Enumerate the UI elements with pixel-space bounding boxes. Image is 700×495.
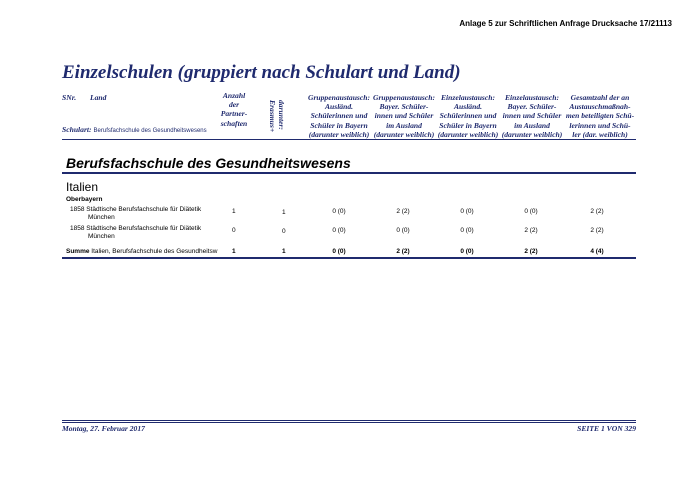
cell-group-in: 0 (0)	[332, 227, 346, 234]
table-row-school: 1858 Städtische Berufsfachschule für Diätetik München	[70, 225, 202, 240]
cell-erasmus: 1	[282, 209, 286, 216]
region-heading: Oberbayern	[66, 196, 103, 203]
footer-divider	[62, 420, 636, 421]
header-anzahl: Anzahl der Partner- schaften	[220, 91, 248, 128]
header-col-single-in: Einzelaustausch: Ausländ. Schülerinnen und Schüler in Bayern (darunter weiblich)	[437, 93, 499, 139]
cell-group-out: 0 (0)	[396, 227, 410, 234]
cell-total: 2 (2)	[590, 208, 604, 215]
summe-label: Summe Italien, Berufsfachschule des Gesundheitsw	[66, 248, 218, 255]
page-title: Einzelschulen (gruppiert nach Schulart und Land)	[62, 62, 461, 83]
document-reference: Anlage 5 zur Schriftlichen Anfrage Drucksache 17/21113	[459, 19, 672, 28]
country-heading: Italien	[66, 180, 99, 194]
cell-single-out: 2 (2)	[524, 227, 538, 234]
cell-erasmus: 0	[282, 228, 286, 235]
summe-erasmus: 1	[282, 248, 286, 255]
summe-group-in: 0 (0)	[332, 248, 346, 255]
header-snr: SNr.	[62, 93, 77, 102]
cell-single-in: 0 (0)	[460, 227, 474, 234]
cell-total: 2 (2)	[590, 227, 604, 234]
cell-single-in: 0 (0)	[460, 208, 474, 215]
summe-divider	[62, 257, 636, 259]
section-title: Berufsfachschule des Gesundheitswesens	[66, 155, 351, 171]
summe-total: 4 (4)	[590, 248, 604, 255]
summe-single-out: 2 (2)	[524, 248, 538, 255]
summe-group-out: 2 (2)	[396, 248, 410, 255]
table-row-school: 1858 Städtische Berufsfachschule für Diätetik München	[70, 206, 202, 221]
header-col-group-in: Gruppenaustausch: Ausländ. Schülerinnen und Schüler in Bayern (darunter weiblich)	[307, 93, 371, 139]
header-col-total: Gesamtzahl der an Austauschmaßnah- men beteiligten Schü- lerinnen und Schü- ler (dar. weiblich)	[565, 93, 635, 139]
footer-page-number: SEITE 1 VON 329	[577, 424, 636, 433]
schulart-value: Berufsfachschule des Gesundheitswesens	[93, 128, 207, 134]
cell-anzahl: 1	[232, 208, 236, 215]
cell-single-out: 0 (0)	[524, 208, 538, 215]
header-col-group-out: Gruppenaustausch: Bayer. Schüler- innen und Schüler im Ausland (darunter weiblich)	[372, 93, 436, 139]
cell-group-in: 0 (0)	[332, 208, 346, 215]
header-land: Land	[90, 93, 107, 102]
section-divider	[62, 172, 636, 174]
schulart-label: Schulart: Berufsfachschule des Gesundheitswesens	[62, 125, 207, 134]
header-erasmus: darunter: Erasmus+	[268, 100, 286, 133]
footer-date: Montag, 27. Februar 2017	[62, 424, 145, 433]
summe-single-in: 0 (0)	[460, 248, 474, 255]
footer-divider-2	[62, 422, 636, 423]
cell-anzahl: 0	[232, 227, 236, 234]
header-divider	[62, 139, 636, 140]
header-col-single-out: Einzelaustausch: Bayer. Schüler- innen und Schüler im Ausland (darunter weiblich)	[501, 93, 563, 139]
cell-group-out: 2 (2)	[396, 208, 410, 215]
summe-anzahl: 1	[232, 248, 236, 255]
